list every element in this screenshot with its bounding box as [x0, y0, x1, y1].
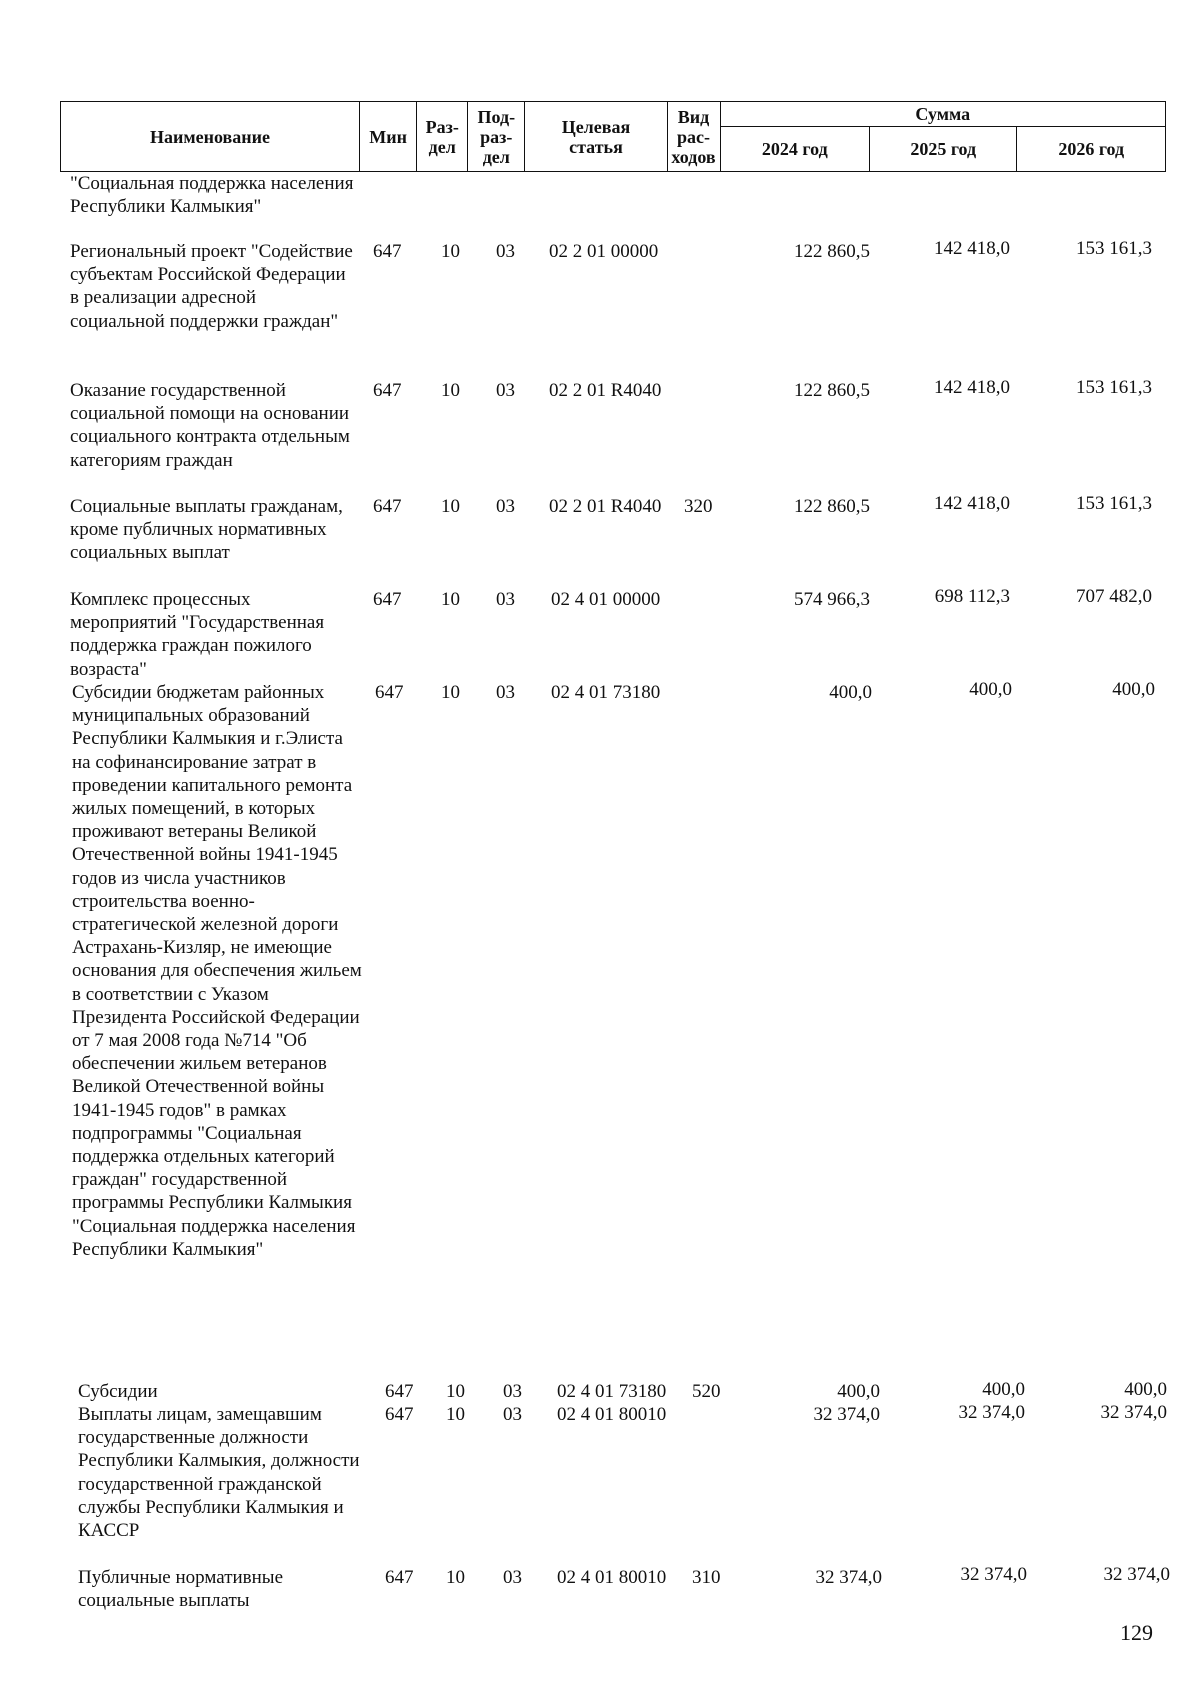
- row-name: Оказание государственной социальной помощи на основании социального контракта отдельным категориям граждан: [70, 380, 350, 471]
- row-sum-2026: 32 374,0: [1103, 1564, 1170, 1585]
- row-razdel: 10: [441, 241, 460, 262]
- header-expense-type: Вид рас- ходов: [667, 102, 720, 172]
- row-name: Социальные выплаты гражданам, кроме публичных нормативных социальных выплат: [70, 496, 343, 564]
- row-min: 647: [373, 380, 402, 401]
- row-expense-type: 520: [692, 1381, 721, 1402]
- row-sum-2024: 400,0: [829, 682, 872, 703]
- row-target-article: 02 2 01 00000: [549, 241, 659, 262]
- row-podrazdel: 03: [496, 380, 515, 401]
- row-razdel: 10: [446, 1567, 465, 1588]
- row-name: "Социальная поддержка населения Республики Калмыкия": [70, 173, 354, 218]
- row-sum-2026: 707 482,0: [1076, 586, 1152, 607]
- row-sum-2026: 400,0: [1112, 679, 1155, 700]
- header-2025: 2025 год: [870, 127, 1017, 172]
- row-podrazdel: 03: [503, 1381, 522, 1402]
- row-razdel: 10: [441, 380, 460, 401]
- header-min: Мин: [360, 102, 417, 172]
- row-target-article: 02 4 01 80010: [557, 1404, 667, 1425]
- row-min: 647: [373, 496, 402, 517]
- row-sum-2025: 698 112,3: [934, 586, 1010, 607]
- row-sum-2024: 400,0: [837, 1381, 880, 1402]
- header-podrazdel: Под- раз- дел: [468, 102, 525, 172]
- row-name: Публичные нормативные социальные выплаты: [78, 1567, 284, 1612]
- row-sum-2024: 32 374,0: [815, 1567, 882, 1588]
- row-target-article: 02 2 01 R4040: [549, 496, 662, 517]
- row-razdel: 10: [441, 682, 460, 703]
- row-razdel: 10: [441, 589, 460, 610]
- header-summa: Сумма: [720, 102, 1165, 127]
- row-expense-type: 310: [692, 1567, 721, 1588]
- row-min: 647: [373, 589, 402, 610]
- row-name: Региональный проект "Содействие субъектам Российской Федерации в реализации адресной социальной поддержки граждан": [70, 241, 353, 332]
- row-sum-2026: 153 161,3: [1076, 493, 1152, 514]
- row-min: 647: [375, 682, 404, 703]
- row-name: Субсидии: [78, 1381, 158, 1402]
- row-sum-2025: 142 418,0: [934, 377, 1010, 398]
- row-podrazdel: 03: [496, 241, 515, 262]
- row-target-article: 02 4 01 73180: [557, 1381, 667, 1402]
- row-target-article: 02 4 01 80010: [557, 1567, 667, 1588]
- row-sum-2026: 400,0: [1124, 1379, 1167, 1400]
- row-min: 647: [385, 1404, 414, 1425]
- row-podrazdel: 03: [503, 1567, 522, 1588]
- row-expense-type: 320: [684, 496, 713, 517]
- row-sum-2024: 122 860,5: [794, 241, 870, 262]
- row-razdel: 10: [446, 1381, 465, 1402]
- row-sum-2025: 400,0: [982, 1379, 1025, 1400]
- row-sum-2026: 32 374,0: [1100, 1402, 1167, 1423]
- row-min: 647: [373, 241, 402, 262]
- row-min: 647: [385, 1567, 414, 1588]
- row-sum-2025: 142 418,0: [934, 493, 1010, 514]
- row-name: Комплекс процессных мероприятий "Государственная поддержка граждан пожилого возраста": [70, 589, 325, 680]
- row-sum-2026: 153 161,3: [1076, 377, 1152, 398]
- row-podrazdel: 03: [503, 1404, 522, 1425]
- header-razdel: Раз- дел: [417, 102, 468, 172]
- row-name: Выплаты лицам, замещавшим государственные должности Республики Калмыкия, должности государственной гражданской службы Республики Калмыкия и КАССР: [78, 1404, 360, 1542]
- row-target-article: 02 2 01 R4040: [549, 380, 662, 401]
- row-target-article: 02 4 01 73180: [551, 682, 661, 703]
- row-sum-2024: 122 860,5: [794, 380, 870, 401]
- header-2024: 2024 год: [720, 127, 870, 172]
- row-podrazdel: 03: [496, 682, 515, 703]
- row-sum-2025: 32 374,0: [960, 1564, 1027, 1585]
- row-min: 647: [385, 1381, 414, 1402]
- table-header: [60, 101, 1166, 172]
- row-name: Субсидии бюджетам районных муниципальных образований Республики Калмыкия и г.Элиста на софинансирование затрат в проведении капитального ремонта жилых помещений, в которых проживают ветераны Великой Отечественной войны 1941-1945 годов из числа участников строительства военно-стратегической железной дороги Астрахань-Кизляр, не имеющие основания для обеспечения жильем в соответствии с Указом Президента Российской Федерации от 7 мая 2008 года №714 "Об обеспечении жильем ветеранов Великой Отечественной войны 1941-1945 годов" в рамках подпрограммы "Социальная поддержка отдельных категорий граждан" государственной программы Республики Калмыкия "Социальная поддержка населения Республики Калмыкия": [72, 682, 362, 1260]
- row-sum-2024: 122 860,5: [794, 496, 870, 517]
- header-2026: 2026 год: [1017, 127, 1166, 172]
- header-name: Наименование: [61, 102, 360, 172]
- row-sum-2024: 32 374,0: [813, 1404, 880, 1425]
- row-razdel: 10: [446, 1404, 465, 1425]
- row-razdel: 10: [441, 496, 460, 517]
- row-sum-2024: 574 966,3: [794, 589, 870, 610]
- row-target-article: 02 4 01 00000: [551, 589, 661, 610]
- row-sum-2026: 153 161,3: [1076, 238, 1152, 259]
- row-sum-2025: 400,0: [969, 679, 1012, 700]
- row-sum-2025: 32 374,0: [958, 1402, 1025, 1423]
- header-target-article: Целевая статья: [525, 102, 667, 172]
- page-number: 129: [1120, 1620, 1153, 1645]
- row-sum-2025: 142 418,0: [934, 238, 1010, 259]
- row-podrazdel: 03: [496, 589, 515, 610]
- row-podrazdel: 03: [496, 496, 515, 517]
